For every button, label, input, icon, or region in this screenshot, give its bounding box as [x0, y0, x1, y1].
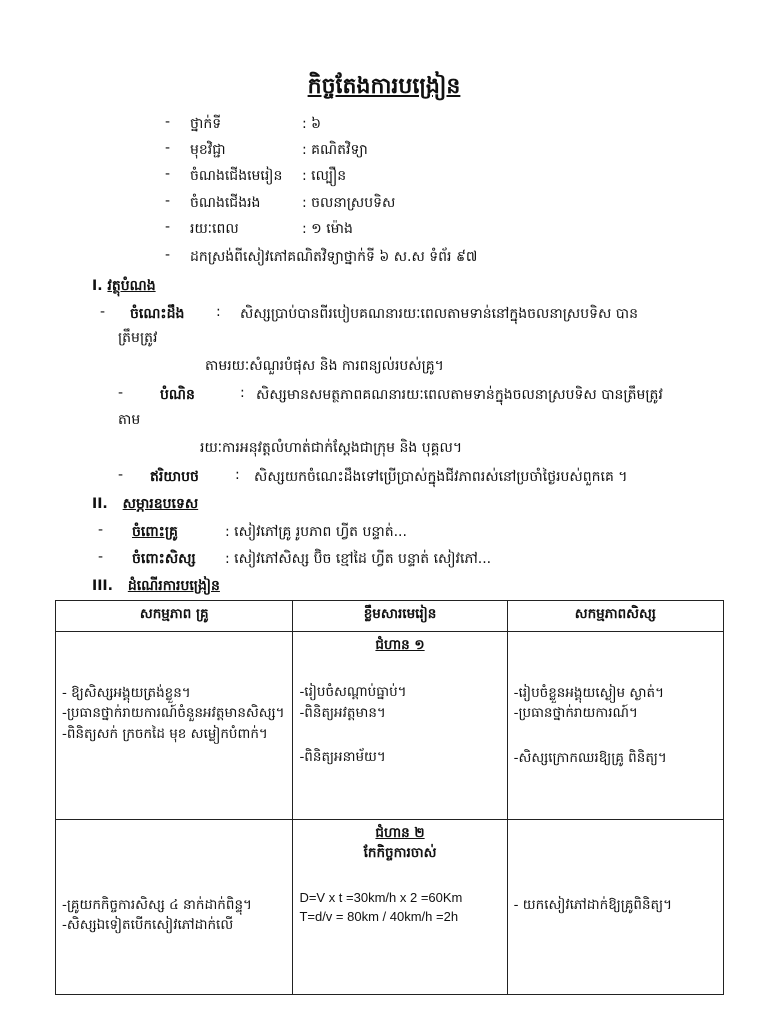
list-item: -ប្រធានថ្នាក់រាយការណ៍។ [513, 705, 638, 722]
meta-subject-label: មុខវិជ្ជា [190, 142, 226, 158]
stage-1-title: ជំហាន ១ [375, 637, 425, 653]
lesson-table [55, 600, 724, 995]
list-dash: - [98, 549, 104, 565]
stage1-content-cell [293, 632, 507, 820]
list-item: -ពិនិត្យសក់ ក្រចកដៃ មុខ សម្លៀកបំពាក់។ [62, 725, 268, 742]
section-materials-heading [92, 494, 198, 515]
section-title: វត្ថុបំណង [107, 278, 156, 294]
list-dash: - [165, 114, 171, 130]
list-dash: - [165, 140, 171, 156]
list-item: -រៀបចំខ្លួនអង្គុយស្ងៀម ស្ងាត់។ [513, 685, 664, 701]
stage2-student-cell [507, 820, 723, 995]
list-dash: - [165, 219, 171, 235]
stage1-student-cell [507, 632, 723, 820]
meta-subtitle-value: : ចលនាស្របទិស [302, 195, 396, 211]
meta-duration-label: រយៈពេល [190, 221, 239, 237]
meta-subtitle-text: ចលនាស្របទិស [311, 195, 396, 211]
list-dash: - [100, 304, 106, 320]
meta-subject-value: : គណិតវិទ្យា [302, 142, 368, 158]
list-item: -ប្រធានថ្នាក់រាយការណ៍ចំនួនអវត្តមានសិស្ស។ [62, 705, 285, 722]
section-title: សម្ភារឧបទេស [122, 496, 199, 512]
skill-text-cont: តាម [118, 412, 141, 428]
skill-text-cont: រយៈការអនុវត្តលំហាត់ជាក់ស្តែងជាក្រុម និង បុគ្គល។ [200, 440, 463, 456]
student-materials-label: ចំពោះសិស្ស [132, 551, 196, 567]
teacher-materials-text: សៀវភៅគ្រូ រូបភាព ហ្វីត បន្ទាត់... [234, 524, 407, 540]
header-lesson-content: ខ្លឹមសារមេរៀន [293, 601, 507, 632]
attitude-label: ឥរិយាបថ [150, 469, 199, 485]
list-dash: - [118, 385, 124, 401]
document-title: កិច្ចតែងការបង្រៀន [307, 74, 461, 99]
header-teacher-activity: សកម្មភាព គ្រូ [56, 601, 293, 632]
stage2-teacher-cell [56, 820, 293, 995]
list-dash: - [165, 166, 171, 182]
knowledge-text: សិស្សប្រាប់បានពីរបៀបគណនារយៈពេលតាមទាន់នៅក្នុងចលនាស្របទិស បាន [240, 306, 638, 322]
meta-duration-text: ១ ម៉ោង [311, 221, 353, 237]
knowledge-text-cont: ត្រឹមត្រូវ [118, 330, 158, 346]
section-numeral: I. [92, 278, 103, 294]
stage-2-title: ជំហាន ២ [375, 825, 425, 841]
stage2-content-cell [293, 820, 507, 995]
list-item: -ពិនិត្យអនាម័យ។ [299, 748, 386, 765]
list-item: - ឱ្យសិស្សអង្គុយត្រង់ខ្លួន។ [62, 685, 191, 701]
teacher-materials-value: : សៀវភៅគ្រូ រូបភាព ហ្វីត បន្ទាត់... [225, 524, 407, 540]
attitude-colon: : [235, 467, 240, 483]
meta-grade-value: : ៦ [302, 116, 322, 132]
list-dash: - [165, 247, 171, 263]
meta-grade-label: ថ្នាក់ទី [190, 116, 222, 132]
knowledge-colon: : [216, 304, 221, 320]
table-row-stage-1 [56, 632, 724, 820]
list-item: -សិស្សឯទៀតបើកសៀវភៅដាក់លើ [62, 917, 234, 934]
knowledge-text-cont: តាមរយៈសំណួរបំផុស និង ការពន្យល់របស់គ្រូ។ [205, 358, 444, 374]
student-materials-text: សៀវភៅសិស្ស ប៊ិច ខ្មៅដៃ ហ្វីត បន្ទាត់ សៀវភៅ... [234, 551, 492, 567]
list-item: -សិស្សក្រោកឈរឱ្យគ្រូ ពិនិត្យ។ [513, 749, 667, 766]
teacher-materials-label: ចំពោះគ្រូ [132, 524, 178, 540]
section-numeral: III. [92, 578, 113, 594]
attitude-text: សិស្សយកចំណេះដឹងទៅប្រើប្រាស់ក្នុងជីវភាពរស់នៅប្រចាំថ្ងៃរបស់ពួកគេ ។ [254, 469, 628, 485]
meta-lesson-title-label: ចំណងជើងមេរៀន [190, 168, 283, 184]
skill-label: បំណិន [160, 387, 195, 403]
stage1-teacher-cell [56, 632, 293, 820]
section-title: ដំណើរការបង្រៀន [127, 578, 220, 594]
list-dash: - [98, 522, 104, 538]
section-process-heading [92, 576, 220, 597]
list-item: - យកសៀវភៅដាក់ឱ្យគ្រូពិនិត្យ។ [513, 897, 673, 913]
skill-colon: : [240, 385, 245, 401]
formula-distance: D=V x t =30km/h x 2 =60Km [299, 889, 463, 905]
list-item: -រៀបចំសណ្តាប់ធ្នាប់។ [299, 684, 407, 701]
meta-duration-value: : ១ ម៉ោង [302, 221, 353, 237]
list-item: -ពិនិត្យអវត្តមាន។ [299, 704, 386, 721]
meta-subject-text: គណិតវិទ្យា [311, 142, 368, 158]
stage-2-subtitle: កែកិច្ចការចាស់ [363, 845, 437, 862]
meta-grade-text: ៦ [311, 116, 322, 132]
table-header-row [56, 601, 724, 632]
student-materials-value: : សៀវភៅសិស្ស ប៊ិច ខ្មៅដៃ ហ្វីត បន្ទាត់ សៀវភៅ... [225, 551, 492, 567]
skill-text: សិស្សមានសមត្ថភាពគណនារយៈពេលតាមទាន់ក្នុងចលនាស្របទិស បានត្រឹមត្រូវ [256, 387, 663, 403]
meta-source-line: ដកស្រង់ពីសៀវភៅគណិតវិទ្យាថ្នាក់ទី ៦ ស.ស ទំព័រ ៩៧ [190, 249, 478, 265]
list-item: -គ្រូយកកិច្ចការសិស្ស ៤ នាក់ដាក់ពិន្ទុ។ [62, 897, 252, 913]
knowledge-label: ចំណេះដឹង [130, 306, 185, 322]
list-dash: - [118, 467, 124, 483]
meta-lesson-title-text: ល្បឿន [311, 168, 347, 184]
meta-subtitle-label: ចំណងជើងរង [190, 195, 261, 211]
section-numeral: II. [92, 496, 108, 512]
section-objectives-heading [92, 276, 156, 297]
table-row-stage-2 [56, 820, 724, 995]
header-student-activity: សកម្មភាពសិស្ស [507, 601, 723, 632]
formula-time: T=d/v = 80km / 40km/h =2h [299, 909, 459, 924]
list-dash: - [165, 193, 171, 209]
meta-lesson-title-value: : ល្បឿន [302, 168, 347, 184]
